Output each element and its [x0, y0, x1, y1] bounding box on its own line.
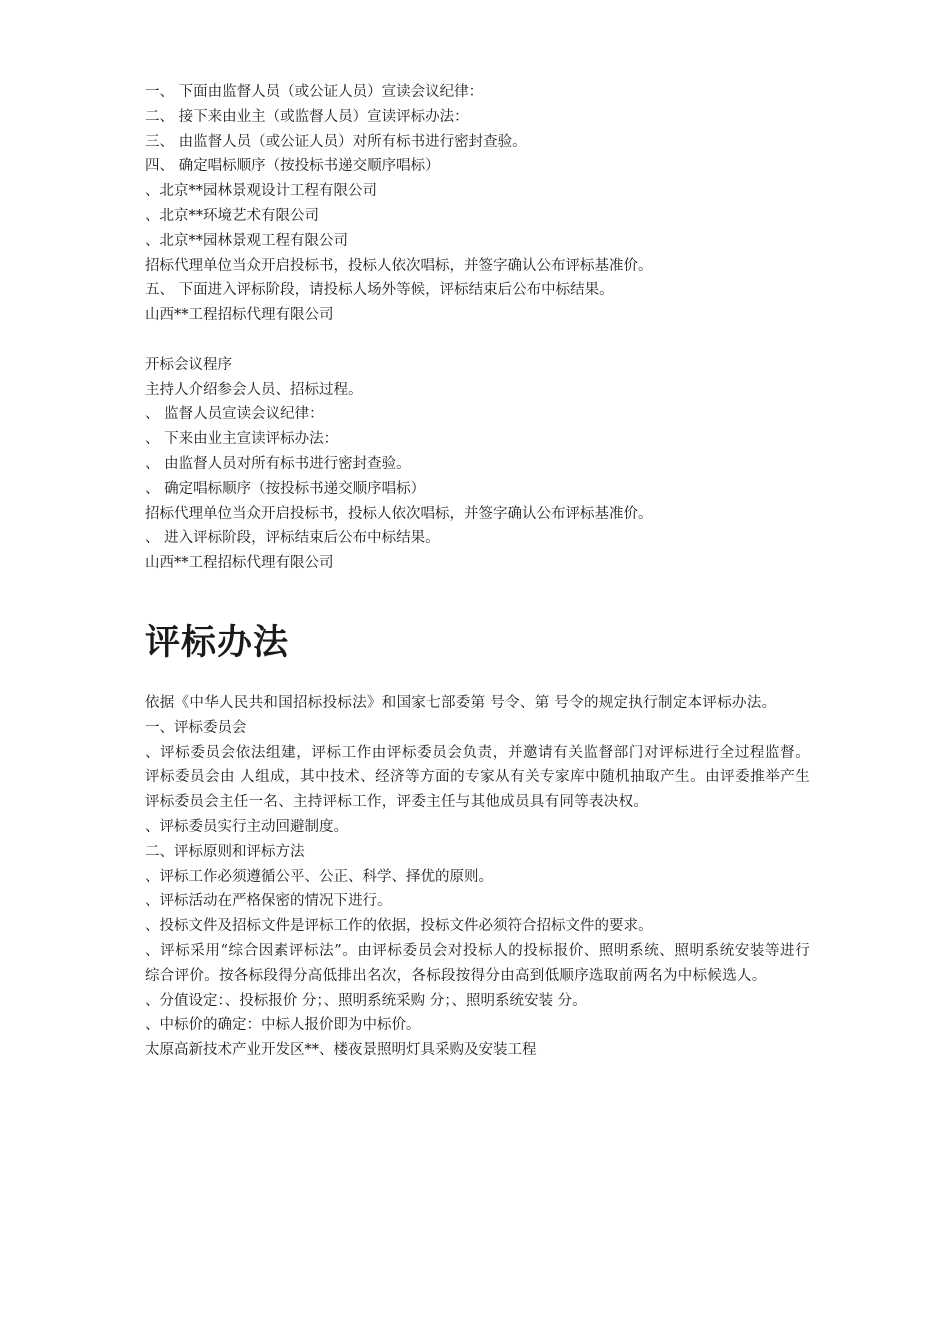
signature-line: 山西**工程招标代理有限公司 [145, 555, 334, 572]
subsection-title: 一、评标委员会 [145, 719, 247, 736]
text-line: 、 由监督人员对所有标书进行密封查验。 [145, 455, 411, 472]
text-line: 二、 接下来由业主（或监督人员）宣读评标办法： [145, 108, 469, 125]
text-line: 招标代理单位当众开启投标书，投标人依次唱标，并签字确认公布评标基准价。 [145, 505, 653, 522]
text-line: 一、 下面由监督人员（或公证人员）宣读会议纪律： [145, 84, 484, 100]
page-heading: 评标办法 [145, 622, 290, 663]
intro-paragraph: 依据《中华人民共和国招标投标法》和国家七部委第 号令、第 号令的规定执行制定本评标办法。 [145, 694, 777, 711]
text-line: 、 下来由业主宣读评标办法： [145, 431, 339, 448]
bidder-item: 、北京**园林景观设计工程有限公司 [145, 183, 377, 200]
section-opening-procedure [145, 80, 810, 328]
section-title: 开标会议程序 [145, 356, 232, 373]
document-page [145, 80, 810, 1063]
section-evaluation-method [145, 623, 810, 1063]
text-line: 招标代理单位当众开启投标书，投标人依次唱标，并签字确认公布评标基准价。 [145, 257, 653, 274]
principle-item: 、评标采用“综合因素评标法”。由评标委员会对投标人的投标报价、照明系统、照明系统安装等进行综合评价。按各标段得分高低排出名次，各标段按得分由高到低顺序选取前两名为中标候选人。 [145, 942, 810, 984]
text-line: 、 确定唱标顺序（按投标书递交顺序唱标） [145, 480, 426, 497]
subsection-title: 二、评标原则和评标方法 [145, 843, 305, 860]
principle-item: 、中标价的确定：中标人报价即为中标价。 [145, 1017, 421, 1034]
principle-item: 、评标工作必须遵循公平、公正、科学、择优的原则。 [145, 868, 493, 885]
text-line: 五、 下面进入评标阶段，请投标人场外等候，评标结束后公布中标结果。 [145, 282, 614, 299]
principle-item: 、评标活动在严格保密的情况下进行。 [145, 893, 392, 910]
text-line: 、 监督人员宣读会议纪律： [145, 406, 324, 423]
bidder-item: 、北京**园林景观工程有限公司 [145, 232, 348, 249]
text-line: 主持人介绍参会人员、招标过程。 [145, 381, 363, 398]
text-line: 、 进入评标阶段，评标结束后公布中标结果。 [145, 530, 440, 547]
signature-line: 山西**工程招标代理有限公司 [145, 307, 334, 324]
spacer [145, 576, 810, 623]
principle-item: 、投标文件及招标文件是评标工作的依据，投标文件必须符合招标文件的要求。 [145, 918, 653, 935]
footer-line: 太原高新技术产业开发区**、楼夜景照明灯具采购及安装工程 [145, 1042, 537, 1059]
principle-item: 、分值设定：、投标报价 分；、照明系统采购 分；、照明系统安装 分。 [145, 992, 587, 1009]
committee-paragraph: 、评标委员实行主动回避制度。 [145, 818, 348, 835]
committee-paragraph: 、评标委员会依法组建，评标工作由评标委员会负责，并邀请有关监督部门对评标进行全过程监督。评标委员会由 人组成，其中技术、经济等方面的专家从有关专家库中随机抽取产生。由评委推举产生评标委员会主任一名、主持评标工作，评委主任与其他成员具有同等表决权。 [145, 744, 810, 811]
spacer [145, 328, 810, 353]
section-meeting-program [145, 353, 810, 576]
text-line: 四、 确定唱标顺序（按投标书递交顺序唱标） [145, 158, 440, 175]
text-line: 三、 由监督人员（或公证人员）对所有标书进行密封查验。 [145, 133, 527, 150]
bidder-item: 、北京**环境艺术有限公司 [145, 207, 319, 224]
